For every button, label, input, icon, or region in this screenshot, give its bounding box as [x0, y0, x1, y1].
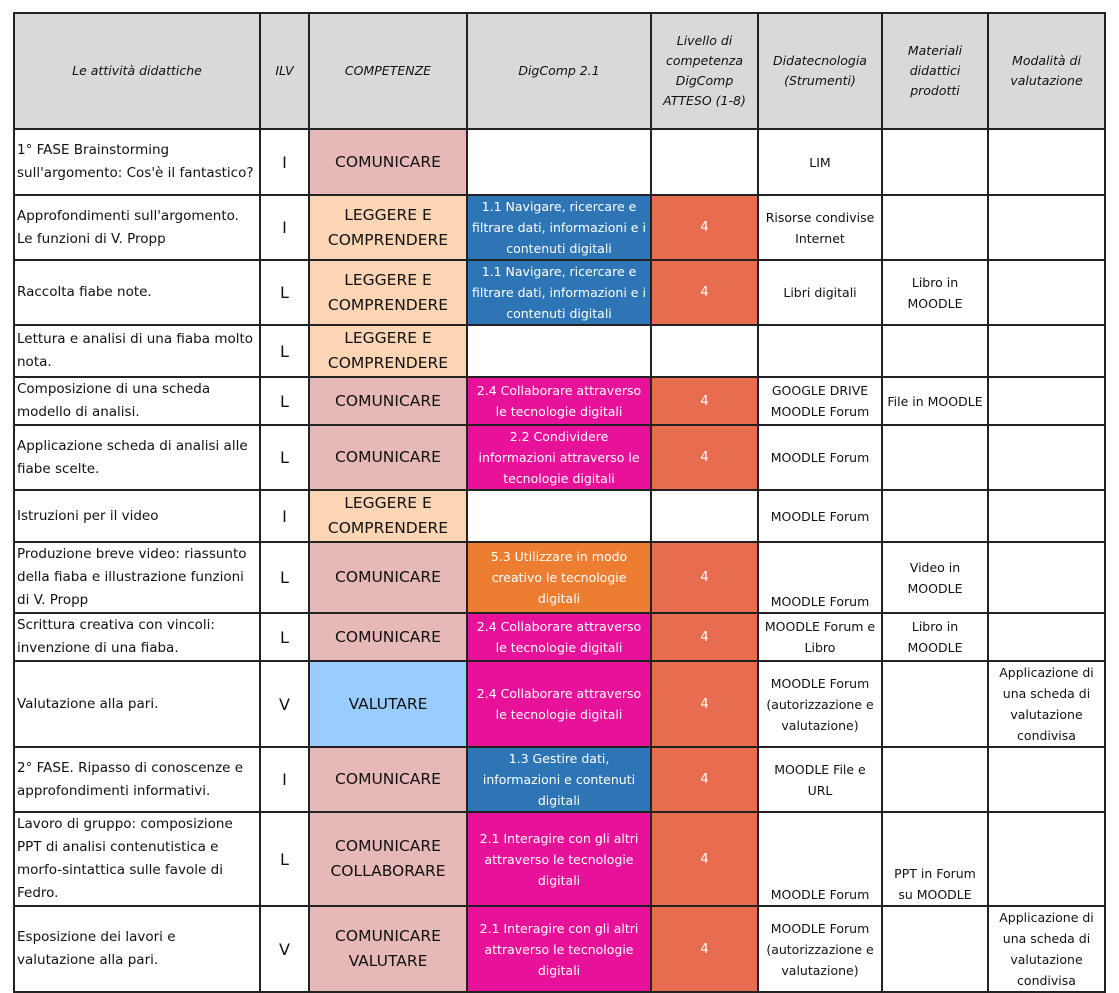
competence-cell: LEGGERE E COMPRENDERE: [309, 490, 467, 542]
ilv-cell: I: [260, 747, 309, 812]
digcomp-cell: 2.4 Collaborare attraverso le tecnologie digitali: [467, 377, 651, 425]
level-cell: [651, 129, 758, 195]
tech-cell: Risorse condivise Internet: [758, 195, 882, 260]
activity-cell: Istruzioni per il video: [14, 490, 260, 542]
table-row: [14, 812, 1105, 906]
materials-cell: Video in MOODLE: [882, 542, 988, 613]
table-row: [14, 542, 1105, 613]
level-cell: 4: [651, 260, 758, 325]
digcomp-cell: 1.1 Navigare, ricercare e filtrare dati, informazioni e i contenuti digitali: [467, 195, 651, 260]
activities-table: [13, 12, 1106, 993]
activity-cell: 1° FASE Brainstorming sull'argomento: Cos'è il fantastico?: [14, 129, 260, 195]
header-digcomp: DigComp 2.1: [467, 13, 651, 129]
level-cell: 4: [651, 195, 758, 260]
ilv-cell: L: [260, 613, 309, 661]
evaluation-cell: [988, 542, 1105, 613]
table-row: [14, 613, 1105, 661]
materials-cell: [882, 490, 988, 542]
digcomp-cell: 1.3 Gestire dati, informazioni e contenuti digitali: [467, 747, 651, 812]
competence-cell: COMUNICARE: [309, 747, 467, 812]
ilv-cell: L: [260, 260, 309, 325]
digcomp-cell: [467, 325, 651, 377]
header-tech: Didatecnologia (Strumenti): [758, 13, 882, 129]
table-row: [14, 747, 1105, 812]
digcomp-cell: [467, 129, 651, 195]
activity-cell: Raccolta fiabe note.: [14, 260, 260, 325]
tech-cell: MOODLE Forum (autorizzazione e valutazione): [758, 661, 882, 747]
activity-cell: Produzione breve video: riassunto della fiaba e illustrazione funzioni di V. Propp: [14, 542, 260, 613]
competence-cell: COMUNICARE: [309, 613, 467, 661]
header-competences: COMPETENZE: [309, 13, 467, 129]
evaluation-cell: [988, 490, 1105, 542]
header-level: Livello di competenza DigComp ATTESO (1-8): [651, 13, 758, 129]
competence-cell: LEGGERE E COMPRENDERE: [309, 325, 467, 377]
evaluation-cell: [988, 325, 1105, 377]
tech-cell: MOODLE Forum: [758, 542, 882, 613]
evaluation-cell: [988, 377, 1105, 425]
ilv-cell: L: [260, 425, 309, 490]
ilv-cell: L: [260, 542, 309, 613]
level-cell: 4: [651, 542, 758, 613]
competence-cell: COMUNICARE: [309, 425, 467, 490]
header-materials: Materiali didattici prodotti: [882, 13, 988, 129]
ilv-cell: L: [260, 325, 309, 377]
materials-cell: [882, 195, 988, 260]
table-row: [14, 377, 1105, 425]
activity-cell: Scrittura creativa con vincoli: invenzione di una fiaba.: [14, 613, 260, 661]
tech-cell: MOODLE Forum: [758, 812, 882, 906]
materials-cell: [882, 661, 988, 747]
materials-cell: Libro in MOODLE: [882, 260, 988, 325]
competence-cell: COMUNICARE: [309, 377, 467, 425]
ilv-cell: L: [260, 812, 309, 906]
table-row: [14, 129, 1105, 195]
evaluation-cell: [988, 260, 1105, 325]
digcomp-cell: 2.1 Interagire con gli altri attraverso le tecnologie digitali: [467, 812, 651, 906]
tech-cell: GOOGLE DRIVE MOODLE Forum: [758, 377, 882, 425]
materials-cell: Libro in MOODLE: [882, 613, 988, 661]
materials-cell: [882, 747, 988, 812]
ilv-cell: V: [260, 906, 309, 992]
activity-cell: Valutazione alla pari.: [14, 661, 260, 747]
level-cell: 4: [651, 812, 758, 906]
tech-cell: MOODLE Forum: [758, 425, 882, 490]
table-row: [14, 260, 1105, 325]
table-row: [14, 425, 1105, 490]
level-cell: 4: [651, 747, 758, 812]
digcomp-cell: 2.4 Collaborare attraverso le tecnologie digitali: [467, 613, 651, 661]
competence-cell: LEGGERE E COMPRENDERE: [309, 195, 467, 260]
activity-cell: Lettura e analisi di una fiaba molto nota.: [14, 325, 260, 377]
materials-cell: PPT in Forum su MOODLE: [882, 812, 988, 906]
evaluation-cell: Applicazione di una scheda di valutazione condivisa: [988, 906, 1105, 992]
competence-cell: COMUNICARE: [309, 129, 467, 195]
evaluation-cell: [988, 812, 1105, 906]
materials-cell: [882, 906, 988, 992]
level-cell: 4: [651, 661, 758, 747]
evaluation-cell: [988, 425, 1105, 490]
tech-cell: [758, 325, 882, 377]
evaluation-cell: [988, 747, 1105, 812]
header-evaluation: Modalità di valutazione: [988, 13, 1105, 129]
table-row: [14, 195, 1105, 260]
header-ilv: ILV: [260, 13, 309, 129]
table-row: [14, 906, 1105, 992]
ilv-cell: I: [260, 490, 309, 542]
level-cell: 4: [651, 425, 758, 490]
activity-cell: Composizione di una scheda modello di analisi.: [14, 377, 260, 425]
activity-cell: Esposizione dei lavori e valutazione alla pari.: [14, 906, 260, 992]
materials-cell: [882, 425, 988, 490]
digcomp-cell: 2.4 Collaborare attraverso le tecnologie digitali: [467, 661, 651, 747]
digcomp-cell: [467, 490, 651, 542]
level-cell: 4: [651, 377, 758, 425]
tech-cell: MOODLE Forum (autorizzazione e valutazione): [758, 906, 882, 992]
competence-cell: COMUNICARE COLLABORARE: [309, 812, 467, 906]
activity-cell: 2° FASE. Ripasso di conoscenze e approfondimenti informativi.: [14, 747, 260, 812]
activity-cell: Approfondimenti sull'argomento. Le funzioni di V. Propp: [14, 195, 260, 260]
header-row: [14, 13, 1105, 129]
header-activities: Le attività didattiche: [14, 13, 260, 129]
level-cell: 4: [651, 906, 758, 992]
competence-cell: LEGGERE E COMPRENDERE: [309, 260, 467, 325]
activity-cell: Lavoro di gruppo: composizione PPT di analisi contenutistica e morfo-sintattica sulle favole di Fedro.: [14, 812, 260, 906]
tech-cell: MOODLE File e URL: [758, 747, 882, 812]
digcomp-cell: 2.1 Interagire con gli altri attraverso le tecnologie digitali: [467, 906, 651, 992]
table-row: [14, 325, 1105, 377]
tech-cell: MOODLE Forum: [758, 490, 882, 542]
ilv-cell: I: [260, 129, 309, 195]
evaluation-cell: [988, 129, 1105, 195]
competence-cell: COMUNICARE VALUTARE: [309, 906, 467, 992]
digcomp-cell: 2.2 Condividere informazioni attraverso le tecnologie digitali: [467, 425, 651, 490]
ilv-cell: I: [260, 195, 309, 260]
level-cell: 4: [651, 613, 758, 661]
competence-cell: COMUNICARE: [309, 542, 467, 613]
tech-cell: Libri digitali: [758, 260, 882, 325]
level-cell: [651, 490, 758, 542]
ilv-cell: L: [260, 377, 309, 425]
evaluation-cell: [988, 195, 1105, 260]
evaluation-cell: Applicazione di una scheda di valutazione condivisa: [988, 661, 1105, 747]
materials-cell: [882, 325, 988, 377]
activity-cell: Applicazione scheda di analisi alle fiabe scelte.: [14, 425, 260, 490]
materials-cell: [882, 129, 988, 195]
level-cell: [651, 325, 758, 377]
table-row: [14, 490, 1105, 542]
evaluation-cell: [988, 613, 1105, 661]
digcomp-cell: 1.1 Navigare, ricercare e filtrare dati, informazioni e i contenuti digitali: [467, 260, 651, 325]
competence-cell: VALUTARE: [309, 661, 467, 747]
ilv-cell: V: [260, 661, 309, 747]
tech-cell: MOODLE Forum e Libro: [758, 613, 882, 661]
table-row: [14, 661, 1105, 747]
materials-cell: File in MOODLE: [882, 377, 988, 425]
digcomp-cell: 5.3 Utilizzare in modo creativo le tecnologie digitali: [467, 542, 651, 613]
tech-cell: LIM: [758, 129, 882, 195]
